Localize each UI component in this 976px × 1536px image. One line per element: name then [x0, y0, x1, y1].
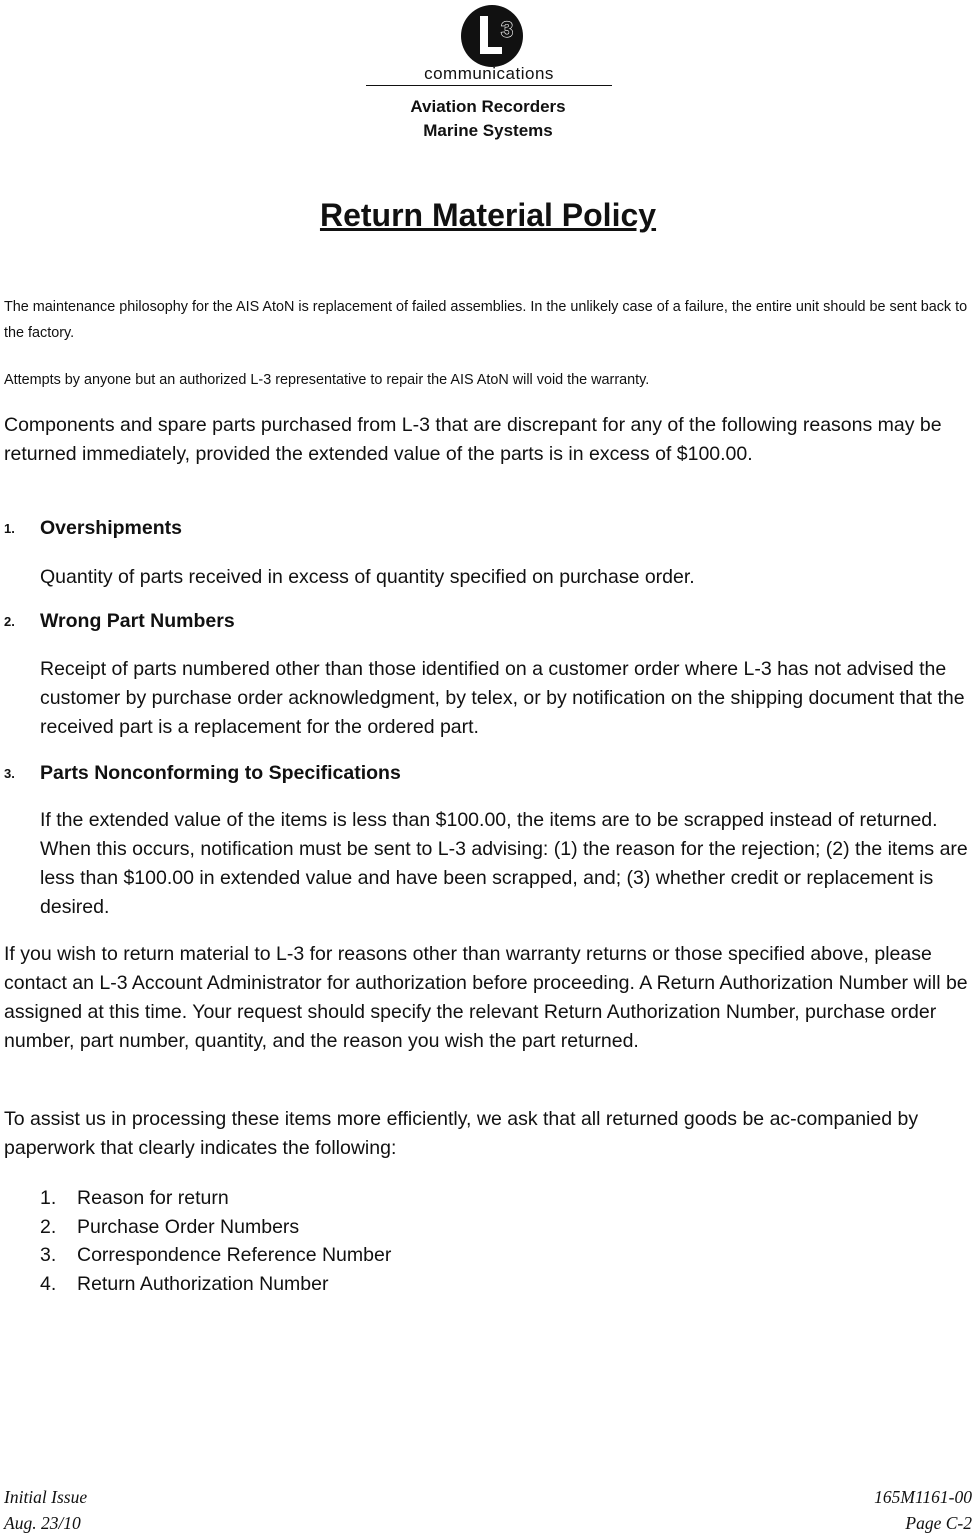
list-item-text: Return Authorization Number [77, 1272, 329, 1295]
division-name-aviation: Aviation Recorders [410, 97, 566, 116]
list-item-text: Purchase Order Numbers [77, 1215, 300, 1238]
footer-right [874, 1484, 972, 1536]
reason-title: Parts Nonconforming to Specifications [40, 762, 401, 784]
reason-number: 1. [4, 521, 15, 536]
logo-wordmark: communications [424, 64, 554, 83]
footer-doc-number: 165M1161-00 [874, 1487, 972, 1507]
reason-number: 2. [4, 614, 15, 629]
intro-paragraph-warranty: Attempts by anyone but an authorized L-3 representative to repair the AIS AtoN will void the warranty. [4, 372, 650, 388]
footer-issue: Initial Issue [4, 1487, 88, 1507]
footer-left [4, 1484, 87, 1536]
closing-paragraph-paperwork: To assist us in processing these items more efficiently, we ask that all returned goods be ac-companied by paperwork that clearly indicates the following: [4, 1108, 919, 1159]
list-item-text: Correspondence Reference Number [77, 1244, 392, 1267]
closing-paragraph-authorization: If you wish to return material to L-3 for reasons other than warranty returns or those specified above, please contact an L-3 Account Administrator for authorization before proceeding. A Return Authorization Number will be assigned at this time. Your request should specify the relevant Return Authorization Number, purchase order number, part number, quantity, and the reason you wish the part returned. [4, 943, 968, 1052]
l3-logo-icon [457, 4, 527, 68]
footer-date: Aug. 23/10 [4, 1513, 81, 1533]
intro-paragraph-returns: Components and spare parts purchased from L-3 that are discrepant for any of the following reasons may be returned immediately, provided the extended value of the parts is in excess of $100.00. [4, 414, 942, 465]
page-title: Return Material Policy [319, 197, 657, 233]
reason-number: 3. [4, 766, 15, 781]
list-item-number: 1. [40, 1187, 57, 1209]
reason-body-wrong-part-numbers: Receipt of parts numbered other than those identified on a customer order where L-3 has not advised the customer by purchase order acknowledgment, by telex, or by notification on the shipping document that the received part is a replacement for the ordered part. [40, 658, 965, 738]
header-divider [366, 85, 612, 86]
reason-title: Wrong Part Numbers [40, 610, 235, 632]
intro-paragraph-maintenance: The maintenance philosophy for the AIS AtoN is replacement of failed assemblies. In the unlikely case of a failure, the entire unit should be sent back to the factory. [4, 299, 968, 341]
footer-page-number: Page C-2 [905, 1513, 972, 1533]
list-item-number: 3. [40, 1244, 57, 1267]
list-item-number: 2. [40, 1215, 57, 1238]
list-item-text: Reason for return [77, 1187, 229, 1209]
reason-body-nonconforming: If the extended value of the items is less than $100.00, the items are to be scrapped instead of returned. When this occurs, notification must be sent to L-3 advising: (1) the reason for the rejection; (2) the items are less than $100.00 in extended value and have been scrapped, and; (3) whether credit or replacement is desired. [40, 809, 968, 918]
reason-title: Overshipments [40, 517, 182, 539]
svg-text:3: 3 [500, 17, 514, 42]
list-item-number: 4. [40, 1272, 57, 1295]
reason-body-overshipments: Quantity of parts received in excess of quantity specified on purchase order. [40, 566, 695, 588]
division-name-marine: Marine Systems [423, 121, 553, 140]
